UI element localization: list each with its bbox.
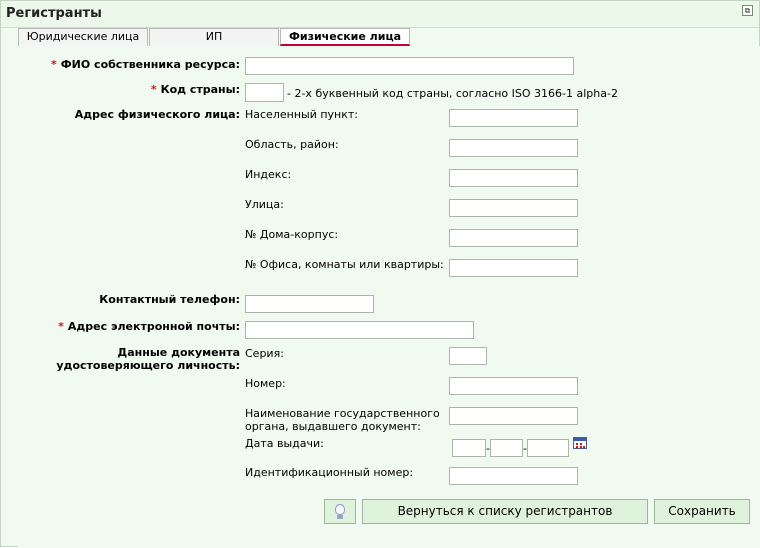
apartment-input[interactable] bbox=[449, 259, 578, 277]
issue-date-year-input[interactable] bbox=[527, 439, 569, 457]
document-label: Данные документа удостоверяющего личность: bbox=[56, 346, 240, 372]
postal-code-input[interactable] bbox=[449, 169, 578, 187]
panel-title: Регистранты bbox=[6, 6, 102, 21]
house-label: № Дома-корпус: bbox=[245, 228, 339, 241]
tab-bar bbox=[18, 28, 411, 47]
issuer-input[interactable] bbox=[449, 407, 578, 425]
number-label: Номер: bbox=[245, 377, 286, 390]
street-input[interactable] bbox=[449, 199, 578, 217]
region-label: Область, район: bbox=[245, 138, 339, 151]
issue-date-month-input[interactable] bbox=[490, 439, 523, 457]
email-label: * Адрес электронной почты: bbox=[58, 320, 240, 333]
tab-individuals[interactable]: Физические лица bbox=[280, 28, 410, 46]
individual-form bbox=[18, 46, 760, 548]
hint-button[interactable] bbox=[324, 499, 356, 524]
id-number-label: Идентификационный номер: bbox=[245, 466, 414, 479]
panel-header bbox=[1, 1, 759, 28]
apartment-label: № Офиса, комнаты или квартиры: bbox=[245, 258, 444, 271]
id-number-input[interactable] bbox=[449, 467, 578, 485]
lightbulb-icon bbox=[335, 504, 345, 515]
date-separator: - bbox=[486, 442, 490, 455]
city-input[interactable] bbox=[449, 109, 578, 127]
issue-date-label: Дата выдачи: bbox=[245, 437, 324, 450]
city-label: Населенный пункт: bbox=[245, 108, 358, 121]
date-separator: - bbox=[523, 442, 527, 455]
issue-date-day-input[interactable] bbox=[452, 439, 486, 457]
phone-input[interactable] bbox=[245, 295, 374, 313]
street-label: Улица: bbox=[245, 198, 284, 211]
phone-label: Контактный телефон: bbox=[99, 293, 240, 306]
email-input[interactable] bbox=[245, 321, 474, 339]
number-input[interactable] bbox=[449, 377, 578, 395]
collapse-icon[interactable]: ⧉ bbox=[742, 5, 753, 16]
save-button[interactable]: Сохранить bbox=[654, 499, 750, 524]
owner-name-input[interactable] bbox=[245, 57, 574, 75]
country-code-label: * Код страны: bbox=[150, 83, 240, 96]
country-code-hint: - 2-х буквенный код страны, согласно ISO 3166-1 alpha-2 bbox=[287, 87, 618, 100]
series-input[interactable] bbox=[449, 347, 487, 365]
tab-individual-entrepreneurs[interactable]: ИП bbox=[149, 28, 279, 46]
region-input[interactable] bbox=[449, 139, 578, 157]
owner-name-label: * ФИО собственника ресурса: bbox=[50, 58, 240, 71]
series-label: Серия: bbox=[245, 347, 284, 360]
house-input[interactable] bbox=[449, 229, 578, 247]
postal-code-label: Индекс: bbox=[245, 168, 292, 181]
issuer-label: Наименование государственного органа, выдавшего документ: bbox=[245, 407, 440, 433]
country-code-input[interactable] bbox=[245, 83, 284, 102]
tab-legal-entities[interactable]: Юридические лица bbox=[18, 28, 148, 46]
address-label: Адрес физического лица: bbox=[74, 108, 240, 121]
calendar-icon[interactable] bbox=[573, 437, 587, 449]
back-to-registrants-button[interactable]: Вернуться к списку регистрантов bbox=[362, 499, 648, 524]
